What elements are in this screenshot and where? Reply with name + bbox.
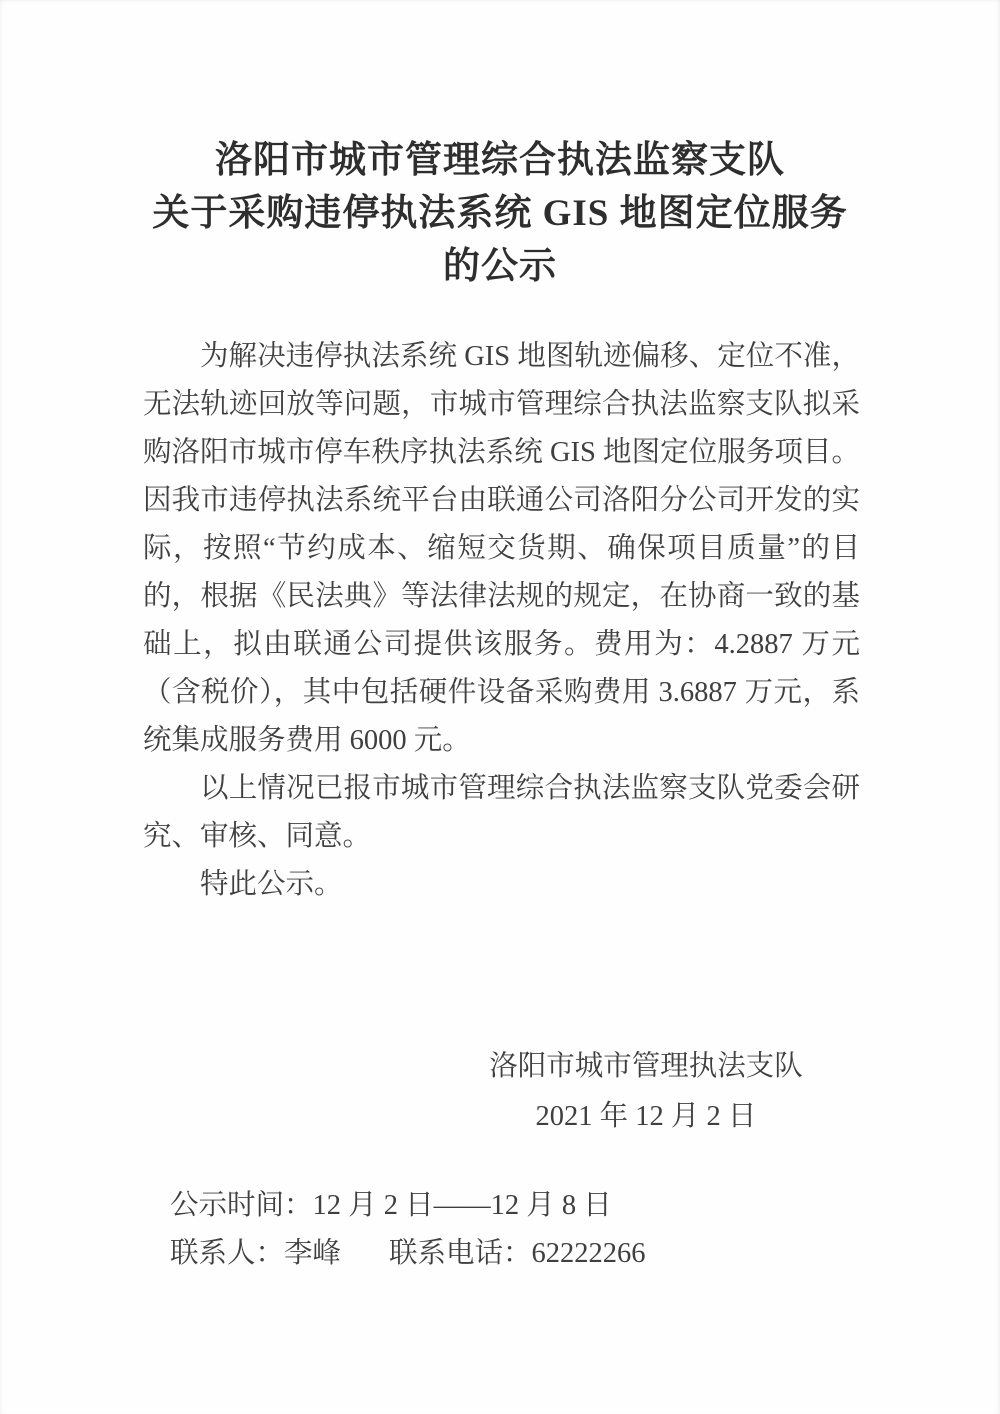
document-title-line-1: 洛阳市城市管理综合执法监察支队 [215,140,785,181]
publicity-time-line [170,1182,1000,1230]
contact-label: 联系人： [170,1238,285,1269]
publicity-time-label: 公示时间： [170,1190,313,1221]
signature-organization: 洛阳市城市管理执法支队 [489,1051,803,1082]
document-title-line-3: 的公示 [443,246,557,287]
signature-block [416,1042,876,1142]
footer-contact-block [170,1182,1000,1278]
contact-name: 李峰 [284,1238,342,1269]
document-title-line-2: 关于采购违停执法系统 GIS 地图定位服务 [152,193,848,234]
document-body [143,333,860,909]
body-paragraph-1: 为解决违停执法系统 GIS 地图轨迹偏移、定位不准，无法轨迹回放等问题，市城市管理综合执法监察支队拟采购洛阳市城市停车秩序执法系统 GIS 地图定位服务项目。因我市违停执法系统平台由联通公司洛阳分公司开发的实际，按照“节约成本、缩短交货期、确保项目质量”的目的，根据《民法典》等法律法规的规定，在协商一致的基础上，拟由联通公司提供该服务。费用为：4.2887 万元（含税价），其中包括硬件设备采购费用 3.6887 万元，系统集成服务费用 6000 元。 [143,341,860,756]
body-paragraph-2: 以上情况已报市城市管理综合执法监察支队党委会研究、审核、同意。 [143,773,860,852]
signature-date: 2021 年 12 月 2 日 [535,1101,757,1132]
contact-line [170,1230,1000,1278]
publicity-time-value: 12 月 2 日——12 月 8 日 [312,1190,612,1221]
phone-number: 62222266 [531,1238,646,1269]
phone-label: 联系电话： [389,1238,532,1269]
body-paragraph-3: 特此公示。 [200,869,343,900]
document-title [0,134,1000,293]
